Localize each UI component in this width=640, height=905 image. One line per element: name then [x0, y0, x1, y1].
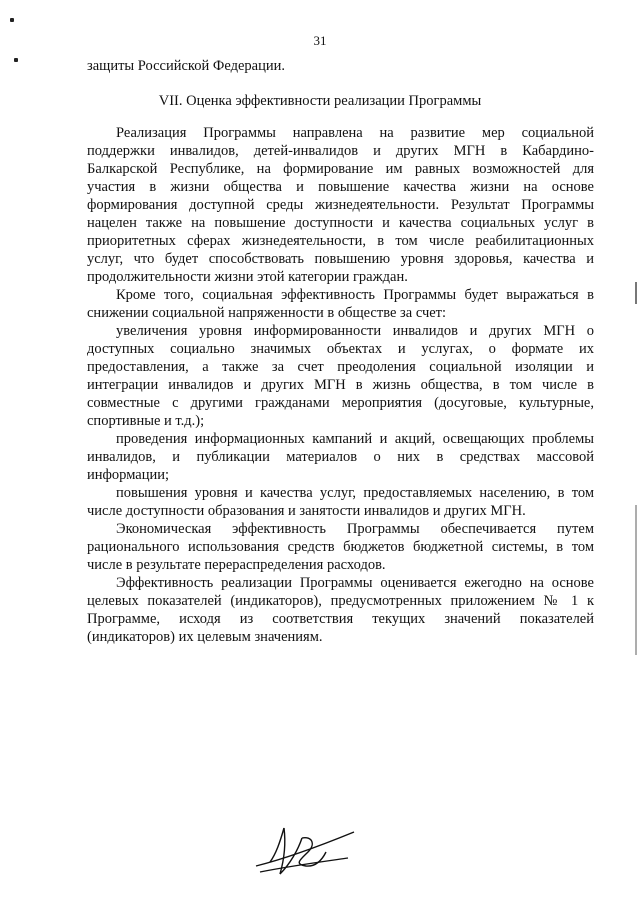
body-line: увеличения уровня информированности инвалидов и других МГН о [116, 323, 594, 339]
body-line: снижении социальной напряженности в обществе за счет: [87, 305, 447, 321]
body-line: целевых показателей (индикаторов), предусмотренных приложением № 1 к [87, 593, 594, 609]
body-line: поддержки инвалидов, детей-инвалидов и других МГН в Кабардино- [87, 143, 594, 159]
scan-mark-dot [10, 18, 14, 22]
body-line: (индикаторов) их целевым значениям. [87, 629, 323, 645]
body-line: интеграции инвалидов и других МГН в жизнь общества, в том числе в [87, 377, 594, 393]
scan-edge-mark [635, 282, 637, 304]
body-line: Кроме того, социальная эффективность Программы будет выражаться в [116, 287, 594, 303]
body-line: Экономическая эффективность Программы обеспечивается путем [116, 521, 594, 537]
signature-icon [250, 820, 360, 885]
page-number: 31 [313, 33, 327, 48]
body-line: услуг, что будет способствовать повышению уровня здоровья, качества и [87, 251, 594, 267]
body-line: Реализация Программы направлена на развитие мер социальной [116, 125, 594, 141]
body-line: участия в жизни общества и повышение качества жизни на основе [87, 179, 594, 195]
section-heading: VII. Оценка эффективности реализации Программы [158, 93, 482, 109]
body-line: инвалидов, и публикации материалов о них в средствах массовой [87, 449, 594, 465]
continuation-text: защиты Российской Федерации. [87, 58, 285, 74]
body-line: приоритетных сферах жизнедеятельности, в том числе реабилитационных [87, 233, 594, 249]
scan-edge-mark [635, 505, 637, 655]
body-line: Эффективность реализации Программы оценивается ежегодно на основе [116, 575, 594, 591]
body-line: спортивные и т.д.); [87, 413, 205, 429]
body-line: повышения уровня и качества услуг, предоставляемых населению, в том [116, 485, 594, 501]
body-line: числе в результате перераспределения расходов. [87, 557, 386, 573]
body-line: продолжительности жизни этой категории граждан. [87, 269, 408, 285]
body-line: формирования доступной среды жизнедеятельности. Результат Программы [87, 197, 594, 213]
body-line: предоставления, а также за счет преодоления социальной изоляции и [87, 359, 594, 375]
body-line: Балкарской Республике, на формирование им равных возможностей для [87, 161, 594, 177]
body-line: информации; [87, 467, 170, 483]
body-line: проведения информационных кампаний и акций, освещающих проблемы [116, 431, 594, 447]
scan-mark-dot [14, 58, 18, 62]
body-line: рационального использования средств бюджетов бюджетной системы, в том [87, 539, 594, 555]
body-line: нацелен также на повышение доступности и качества социальных услуг в [87, 215, 594, 231]
body-line: Программе, исходя из соответствия текущих значений показателей [87, 611, 594, 627]
body-line: числе доступности образования и занятости инвалидов и других МГН. [87, 503, 526, 519]
body-line: доступных социально значимых объектах и услугах, о формате их [87, 341, 594, 357]
body-line: совместные с другими гражданами мероприятия (досуговые, культурные, [87, 395, 594, 411]
